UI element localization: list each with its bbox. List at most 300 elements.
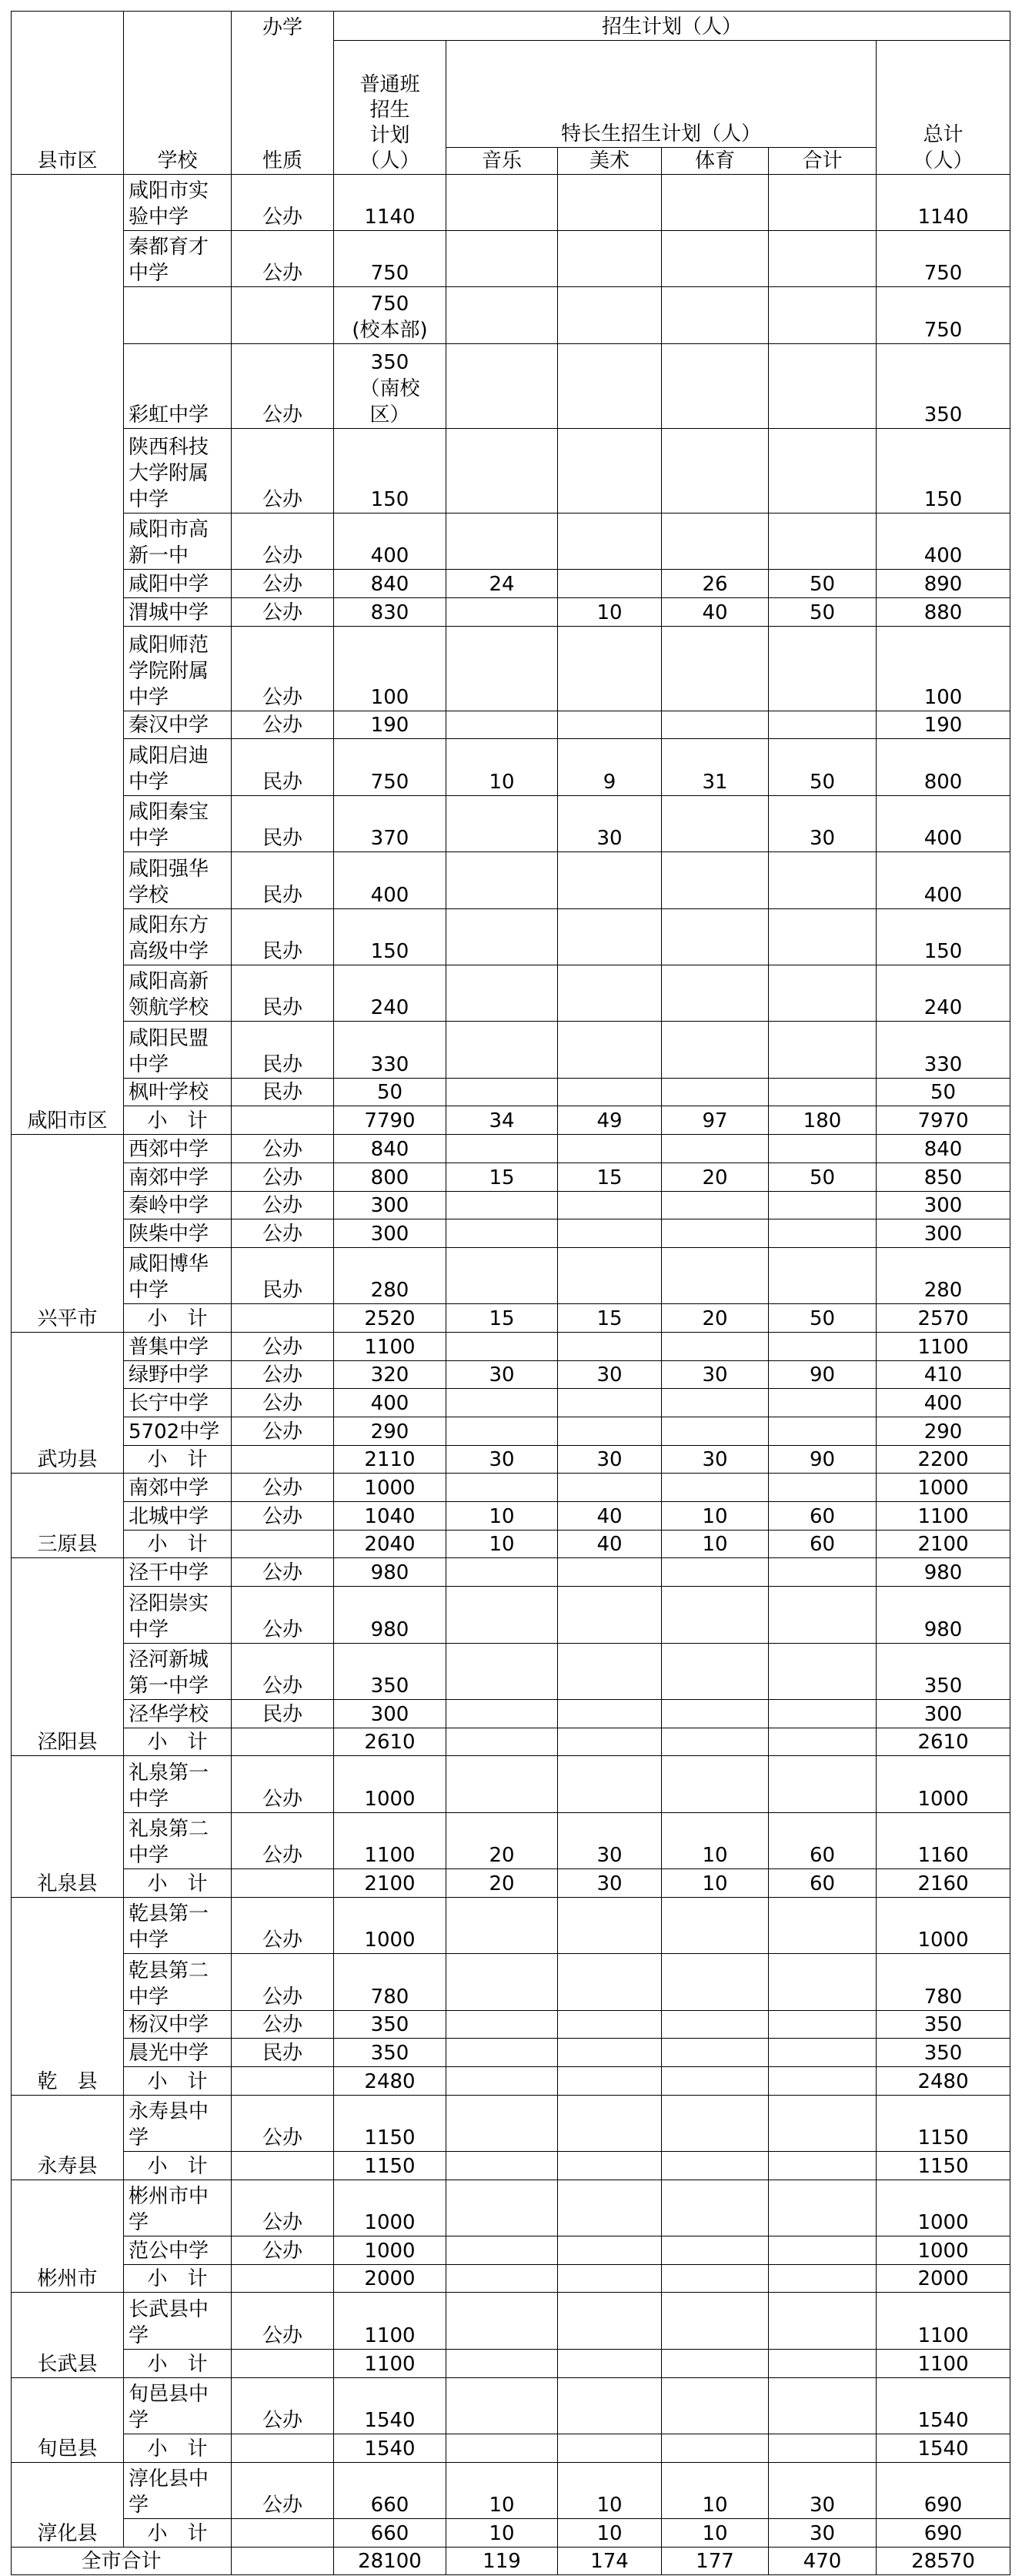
cell-total: 280 xyxy=(877,1247,1010,1303)
cell-art: 40 xyxy=(558,1502,662,1531)
school-name: 泾干中学 xyxy=(124,1558,232,1587)
table-row xyxy=(12,1135,1010,1163)
cell-art xyxy=(558,343,662,428)
cell-art xyxy=(558,2293,662,2349)
cell-sum: 30 xyxy=(769,2462,877,2518)
cell-music xyxy=(446,428,558,513)
grand-total-regular: 28100 xyxy=(334,2547,446,2575)
enrollment-plan-table xyxy=(11,11,1010,2575)
cell-total: 1100 xyxy=(877,1502,1010,1531)
table-row xyxy=(12,597,1010,626)
cell-music xyxy=(446,1587,558,1643)
cell-sports xyxy=(662,711,769,739)
cell-type: 公办 xyxy=(232,2180,334,2236)
cell-sports xyxy=(662,1756,769,1812)
subtotal-regular: 2100 xyxy=(334,1869,446,1898)
cell-sports xyxy=(662,1332,769,1360)
table-row xyxy=(12,852,1010,908)
subtotal-sports xyxy=(662,2349,769,2377)
subtotal-type xyxy=(232,2519,334,2548)
cell-type: 公办 xyxy=(232,513,334,569)
subtotal-type xyxy=(232,2349,334,2377)
cell-regular: 1100 xyxy=(334,1812,446,1868)
subtotal-regular: 660 xyxy=(334,2519,446,2548)
subtotal-sum xyxy=(769,2264,877,2293)
subtotal-sum xyxy=(769,2066,877,2095)
cell-sum xyxy=(769,2010,877,2039)
cell-sports xyxy=(662,343,769,428)
school-name: 南郊中学 xyxy=(124,1474,232,1502)
school-name: 永寿县中 学 xyxy=(124,2095,232,2151)
cell-sports xyxy=(662,1219,769,1248)
cell-sports xyxy=(662,174,769,230)
cell-sports xyxy=(662,1897,769,1953)
cell-total: 100 xyxy=(877,626,1010,711)
district-name: 武功县 xyxy=(12,1332,124,1473)
subtotal-total: 690 xyxy=(877,2519,1010,2548)
cell-art xyxy=(558,2039,662,2067)
cell-music xyxy=(446,1078,558,1106)
cell-sum xyxy=(769,1417,877,1446)
cell-sports xyxy=(662,1417,769,1446)
cell-music xyxy=(446,795,558,851)
school-name: 渭城中学 xyxy=(124,597,232,626)
cell-sum xyxy=(769,2377,877,2434)
school-name: 咸阳市高 新一中 xyxy=(124,513,232,569)
cell-regular: 1140 xyxy=(334,174,446,230)
cell-type: 公办 xyxy=(232,1897,334,1953)
cell-regular: 150 xyxy=(334,428,446,513)
cell-type: 公办 xyxy=(232,428,334,513)
subtotal-sports: 20 xyxy=(662,1304,769,1333)
cell-total: 150 xyxy=(877,908,1010,965)
subtotal-sports: 30 xyxy=(662,1445,769,1474)
subtotal-total: 1150 xyxy=(877,2152,1010,2180)
subtotal-total: 1100 xyxy=(877,2349,1010,2377)
subtotal-art xyxy=(558,2066,662,2095)
table-row xyxy=(12,1587,1010,1643)
cell-sports: 10 xyxy=(662,2462,769,2518)
cell-art xyxy=(558,1247,662,1303)
cell-total: 1160 xyxy=(877,1812,1010,1868)
cell-sports xyxy=(662,1022,769,1078)
school-name xyxy=(124,287,232,343)
table-row xyxy=(12,2377,1010,2434)
subtotal-total: 2200 xyxy=(877,1445,1010,1474)
subtotal-total: 2000 xyxy=(877,2264,1010,2293)
cell-total: 980 xyxy=(877,1587,1010,1643)
cell-sports xyxy=(662,1389,769,1417)
cell-sum xyxy=(769,711,877,739)
cell-total: 1150 xyxy=(877,2095,1010,2151)
cell-regular: 1000 xyxy=(334,1756,446,1812)
cell-total: 1540 xyxy=(877,2377,1010,2434)
grand-total-row xyxy=(12,2547,1010,2575)
cell-regular: 1150 xyxy=(334,2095,446,2151)
header-music: 音乐 xyxy=(446,147,558,174)
table-row xyxy=(12,965,1010,1021)
table-row xyxy=(12,1643,1010,1699)
subtotal-total: 1540 xyxy=(877,2434,1010,2462)
table-row xyxy=(12,570,1010,598)
cell-sports xyxy=(662,1558,769,1587)
subtotal-sports xyxy=(662,1728,769,1756)
subtotal-regular: 7790 xyxy=(334,1106,446,1135)
cell-total: 350 xyxy=(877,343,1010,428)
grand-total-label: 全市合计 xyxy=(12,2547,232,2575)
district-name: 彬州市 xyxy=(12,2180,124,2293)
table-row xyxy=(12,2236,1010,2265)
cell-total: 350 xyxy=(877,1643,1010,1699)
cell-sports xyxy=(662,2377,769,2434)
cell-sum xyxy=(769,1389,877,1417)
cell-sports xyxy=(662,2095,769,2151)
header-art: 美术 xyxy=(558,147,662,174)
subtotal-total: 2570 xyxy=(877,1304,1010,1333)
subtotal-label: 小 计 xyxy=(124,1728,232,1756)
cell-art xyxy=(558,2236,662,2265)
district-name: 泾阳县 xyxy=(12,1558,124,1756)
cell-sports: 26 xyxy=(662,570,769,598)
cell-music xyxy=(446,230,558,286)
subtotal-type xyxy=(232,1869,334,1898)
header-special-title: 特长生招生计划（人） xyxy=(446,121,877,148)
school-name: 秦岭中学 xyxy=(124,1191,232,1219)
school-name: 泾华学校 xyxy=(124,1699,232,1728)
school-name: 乾县第二 中学 xyxy=(124,1954,232,2010)
cell-total: 1100 xyxy=(877,2293,1010,2349)
cell-total: 400 xyxy=(877,852,1010,908)
school-name: 陕西科技 大学附属 中学 xyxy=(124,428,232,513)
cell-total: 300 xyxy=(877,1699,1010,1728)
cell-sports: 30 xyxy=(662,1360,769,1389)
table-row xyxy=(12,1417,1010,1446)
cell-music xyxy=(446,1191,558,1219)
cell-total: 1000 xyxy=(877,2180,1010,2236)
subtotal-art: 49 xyxy=(558,1106,662,1135)
cell-art xyxy=(558,711,662,739)
cell-music xyxy=(446,2010,558,2039)
cell-regular: 290 xyxy=(334,1417,446,1446)
subtotal-regular: 1540 xyxy=(334,2434,446,2462)
header-total: 总计 （人） xyxy=(877,41,1010,175)
cell-sum xyxy=(769,1897,877,1953)
cell-music: 10 xyxy=(446,739,558,795)
cell-type: 民办 xyxy=(232,1247,334,1303)
table-row xyxy=(12,2095,1010,2151)
header-district: 县市区 xyxy=(12,12,124,175)
school-name: 范公中学 xyxy=(124,2236,232,2265)
cell-sum: 50 xyxy=(769,739,877,795)
cell-art: 30 xyxy=(558,1812,662,1868)
cell-sum xyxy=(769,1558,877,1587)
table-row xyxy=(12,1502,1010,1531)
cell-music xyxy=(446,343,558,428)
cell-art xyxy=(558,1587,662,1643)
cell-type: 公办 xyxy=(232,1502,334,1531)
subtotal-label: 小 计 xyxy=(124,2264,232,2293)
cell-sports xyxy=(662,626,769,711)
cell-sum: 60 xyxy=(769,1812,877,1868)
cell-type: 公办 xyxy=(232,1643,334,1699)
cell-regular: 750 xyxy=(334,739,446,795)
cell-sports xyxy=(662,1191,769,1219)
cell-regular: 980 xyxy=(334,1587,446,1643)
cell-sports: 31 xyxy=(662,739,769,795)
cell-sports xyxy=(662,428,769,513)
cell-type: 公办 xyxy=(232,1474,334,1502)
cell-sum xyxy=(769,343,877,428)
subtotal-sum: 30 xyxy=(769,2519,877,2548)
cell-music xyxy=(446,908,558,965)
cell-sports xyxy=(662,965,769,1021)
subtotal-art: 30 xyxy=(558,1869,662,1898)
cell-regular: 100 xyxy=(334,626,446,711)
cell-sum xyxy=(769,1954,877,2010)
cell-total: 400 xyxy=(877,1389,1010,1417)
school-name: 咸阳市实 验中学 xyxy=(124,174,232,230)
cell-art xyxy=(558,1219,662,1248)
cell-sum xyxy=(769,1699,877,1728)
cell-music xyxy=(446,174,558,230)
cell-music xyxy=(446,2236,558,2265)
cell-art xyxy=(558,1474,662,1502)
cell-regular: 1000 xyxy=(334,2236,446,2265)
subtotal-sports: 10 xyxy=(662,1530,769,1558)
cell-regular: 750 xyxy=(334,230,446,286)
cell-regular: 1100 xyxy=(334,1332,446,1360)
subtotal-type xyxy=(232,1106,334,1135)
subtotal-row xyxy=(12,1869,1010,1898)
cell-sum xyxy=(769,230,877,286)
cell-total: 290 xyxy=(877,1417,1010,1446)
district-name: 三原县 xyxy=(12,1474,124,1558)
subtotal-sports xyxy=(662,2264,769,2293)
subtotal-total: 2480 xyxy=(877,2066,1010,2095)
subtotal-sum xyxy=(769,2152,877,2180)
header-plan-title: 招生计划（人） xyxy=(334,12,1010,41)
cell-total: 50 xyxy=(877,1078,1010,1106)
table-row xyxy=(12,230,1010,286)
cell-sum xyxy=(769,852,877,908)
cell-art xyxy=(558,626,662,711)
cell-regular: 300 xyxy=(334,1191,446,1219)
cell-total: 400 xyxy=(877,795,1010,851)
cell-sum xyxy=(769,1247,877,1303)
cell-art xyxy=(558,965,662,1021)
district-name: 长武县 xyxy=(12,2293,124,2377)
subtotal-type xyxy=(232,2152,334,2180)
cell-art xyxy=(558,1332,662,1360)
subtotal-music xyxy=(446,2349,558,2377)
cell-music xyxy=(446,1954,558,2010)
cell-regular: 830 xyxy=(334,597,446,626)
cell-art xyxy=(558,2010,662,2039)
cell-total: 300 xyxy=(877,1219,1010,1248)
school-name: 陕柴中学 xyxy=(124,1219,232,1248)
cell-sum: 50 xyxy=(769,1163,877,1191)
cell-music xyxy=(446,711,558,739)
subtotal-art xyxy=(558,2434,662,2462)
cell-regular: 400 xyxy=(334,513,446,569)
cell-total: 150 xyxy=(877,428,1010,513)
table-row xyxy=(12,1247,1010,1303)
table-row xyxy=(12,2010,1010,2039)
subtotal-art xyxy=(558,2152,662,2180)
cell-regular: 1000 xyxy=(334,2180,446,2236)
cell-art xyxy=(558,1389,662,1417)
subtotal-regular: 1150 xyxy=(334,2152,446,2180)
school-name: 长武县中 学 xyxy=(124,2293,232,2349)
school-name: 咸阳秦宝 中学 xyxy=(124,795,232,851)
subtotal-sum xyxy=(769,2434,877,2462)
cell-art xyxy=(558,174,662,230)
table-row xyxy=(12,1191,1010,1219)
subtotal-regular: 2520 xyxy=(334,1304,446,1333)
subtotal-type xyxy=(232,1728,334,1756)
grand-total-art: 174 xyxy=(558,2547,662,2575)
cell-sum: 60 xyxy=(769,1502,877,1531)
cell-sports xyxy=(662,2010,769,2039)
cell-total: 1000 xyxy=(877,1897,1010,1953)
cell-sports xyxy=(662,2236,769,2265)
cell-total: 880 xyxy=(877,597,1010,626)
cell-total: 350 xyxy=(877,2039,1010,2067)
cell-sum xyxy=(769,965,877,1021)
cell-sum xyxy=(769,2095,877,2151)
subtotal-label: 小 计 xyxy=(124,1304,232,1333)
cell-sports xyxy=(662,1474,769,1502)
cell-type: 公办 xyxy=(232,1756,334,1812)
cell-music xyxy=(446,1643,558,1699)
cell-regular: 350 xyxy=(334,2039,446,2067)
cell-sports xyxy=(662,1954,769,2010)
cell-sum: 90 xyxy=(769,1360,877,1389)
subtotal-label: 小 计 xyxy=(124,1530,232,1558)
subtotal-sports xyxy=(662,2434,769,2462)
subtotal-music xyxy=(446,1728,558,1756)
cell-type: 民办 xyxy=(232,2039,334,2067)
cell-sum xyxy=(769,2180,877,2236)
cell-type: 公办 xyxy=(232,230,334,286)
cell-music xyxy=(446,2377,558,2434)
district-name: 淳化县 xyxy=(12,2462,124,2547)
cell-total: 850 xyxy=(877,1163,1010,1191)
cell-sports xyxy=(662,795,769,851)
cell-type: 民办 xyxy=(232,908,334,965)
table-row xyxy=(12,1219,1010,1248)
cell-art: 30 xyxy=(558,1360,662,1389)
cell-sum xyxy=(769,626,877,711)
cell-regular: 280 xyxy=(334,1247,446,1303)
cell-art xyxy=(558,230,662,286)
cell-sum xyxy=(769,287,877,343)
cell-total: 1100 xyxy=(877,1332,1010,1360)
cell-total: 330 xyxy=(877,1022,1010,1078)
table-row xyxy=(12,908,1010,965)
school-name: 咸阳中学 xyxy=(124,570,232,598)
cell-music xyxy=(446,1219,558,1248)
cell-sum xyxy=(769,1587,877,1643)
cell-art: 30 xyxy=(558,795,662,851)
subtotal-regular: 1100 xyxy=(334,2349,446,2377)
subtotal-sum xyxy=(769,2349,877,2377)
subtotal-row xyxy=(12,2519,1010,2548)
header-sports: 体育 xyxy=(662,147,769,174)
subtotal-music xyxy=(446,2152,558,2180)
cell-regular: 370 xyxy=(334,795,446,851)
cell-type: 公办 xyxy=(232,1417,334,1446)
cell-sum: 30 xyxy=(769,795,877,851)
cell-sum: 50 xyxy=(769,597,877,626)
grand-total-sports: 177 xyxy=(662,2547,769,2575)
table-row xyxy=(12,343,1010,428)
header-special-sum: 合计 xyxy=(769,147,877,174)
cell-regular: 330 xyxy=(334,1022,446,1078)
subtotal-art: 15 xyxy=(558,1304,662,1333)
cell-type: 公办 xyxy=(232,1191,334,1219)
cell-total: 980 xyxy=(877,1558,1010,1587)
subtotal-type xyxy=(232,1304,334,1333)
table-row xyxy=(12,2180,1010,2236)
subtotal-art: 40 xyxy=(558,1530,662,1558)
table-row xyxy=(12,711,1010,739)
cell-type: 公办 xyxy=(232,597,334,626)
subtotal-regular: 2000 xyxy=(334,2264,446,2293)
subtotal-sum: 90 xyxy=(769,1445,877,1474)
cell-music xyxy=(446,1897,558,1953)
subtotal-music xyxy=(446,2434,558,2462)
cell-art xyxy=(558,1954,662,2010)
subtotal-art xyxy=(558,2264,662,2293)
school-name: 长宁中学 xyxy=(124,1389,232,1417)
school-name: 枫叶学校 xyxy=(124,1078,232,1106)
subtotal-type xyxy=(232,2264,334,2293)
table-row xyxy=(12,626,1010,711)
district-name: 礼泉县 xyxy=(12,1756,124,1897)
cell-art xyxy=(558,1699,662,1728)
school-name: 晨光中学 xyxy=(124,2039,232,2067)
cell-type: 公办 xyxy=(232,1389,334,1417)
cell-type: 公办 xyxy=(232,1332,334,1360)
cell-type: 公办 xyxy=(232,2095,334,2151)
cell-art xyxy=(558,287,662,343)
subtotal-row xyxy=(12,1445,1010,1474)
cell-music xyxy=(446,1332,558,1360)
district-name: 永寿县 xyxy=(12,2095,124,2180)
school-name: 彬州市中 学 xyxy=(124,2180,232,2236)
cell-sum xyxy=(769,1756,877,1812)
subtotal-music xyxy=(446,2066,558,2095)
cell-music xyxy=(446,513,558,569)
cell-sports xyxy=(662,1135,769,1163)
cell-regular: 400 xyxy=(334,852,446,908)
table-row xyxy=(12,513,1010,569)
header-special-spacer xyxy=(446,41,877,121)
school-name: 秦都育才 中学 xyxy=(124,230,232,286)
subtotal-music: 10 xyxy=(446,2519,558,2548)
subtotal-music xyxy=(446,2264,558,2293)
table-row xyxy=(12,428,1010,513)
cell-music xyxy=(446,2095,558,2151)
cell-sports xyxy=(662,1247,769,1303)
table-row xyxy=(12,2039,1010,2067)
cell-art xyxy=(558,513,662,569)
cell-art xyxy=(558,1135,662,1163)
cell-type: 公办 xyxy=(232,1587,334,1643)
cell-music xyxy=(446,1247,558,1303)
cell-art xyxy=(558,428,662,513)
